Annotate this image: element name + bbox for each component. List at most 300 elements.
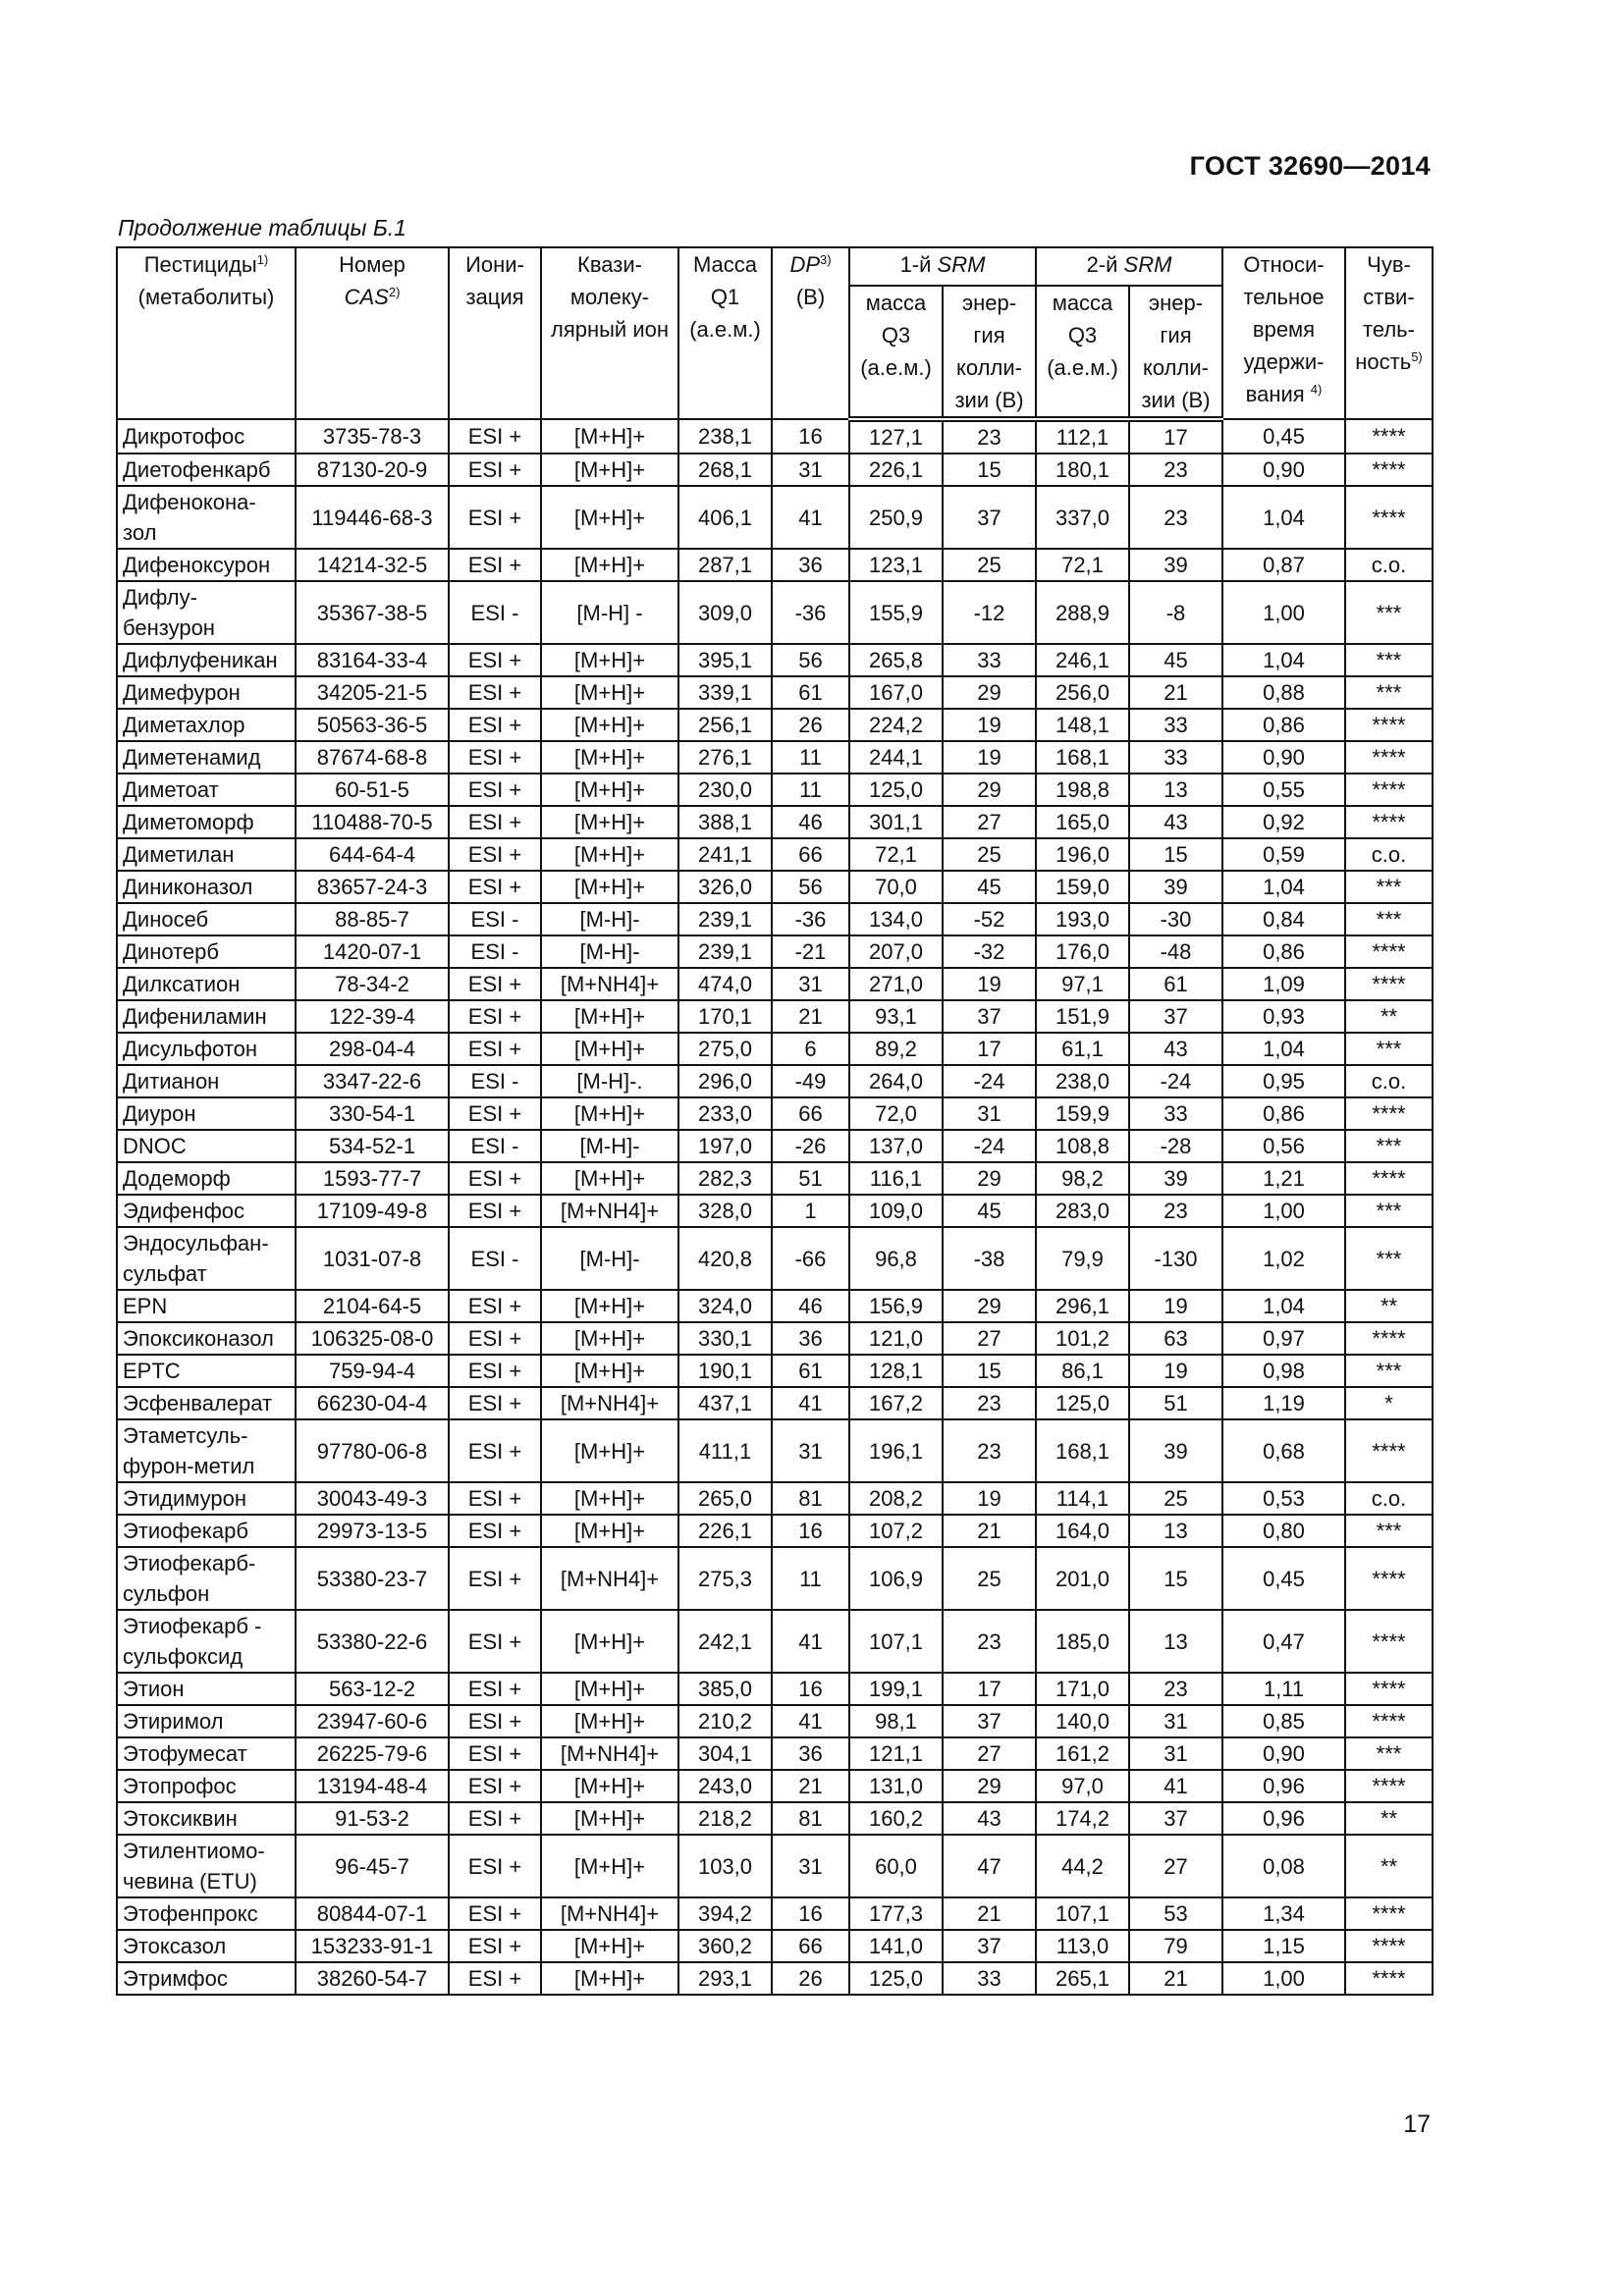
cell-srm1-energy: 29 bbox=[943, 774, 1036, 806]
cell-srm1-mass-q3: 123,1 bbox=[849, 549, 943, 581]
cell-srm2-mass-q3: 159,9 bbox=[1036, 1097, 1129, 1130]
cell-cas: 106325-08-0 bbox=[296, 1322, 449, 1355]
cell-cas: 29973-13-5 bbox=[296, 1515, 449, 1547]
cell-mass-q1: 197,0 bbox=[678, 1130, 772, 1162]
cell-srm1-mass-q3: 224,2 bbox=[849, 709, 943, 741]
cell-quasi-ion: [M+H]+ bbox=[541, 838, 678, 871]
cell-srm2-mass-q3: 165,0 bbox=[1036, 806, 1129, 838]
cell-mass-q1: 326,0 bbox=[678, 871, 772, 903]
cell-cas: 60-51-5 bbox=[296, 774, 449, 806]
cell-srm2-mass-q3: 180,1 bbox=[1036, 454, 1129, 486]
table-row bbox=[117, 1610, 1433, 1673]
cell-retention-time: 0,45 bbox=[1222, 1547, 1345, 1610]
cell-srm2-energy: 33 bbox=[1129, 709, 1222, 741]
cell-cas: 563-12-2 bbox=[296, 1673, 449, 1705]
cell-retention-time: 0,96 bbox=[1222, 1770, 1345, 1802]
cell-retention-time: 0,95 bbox=[1222, 1065, 1345, 1097]
cell-quasi-ion: [M-H]- bbox=[541, 1130, 678, 1162]
cell-dp: 41 bbox=[772, 1610, 849, 1673]
cell-srm1-mass-q3: 265,8 bbox=[849, 644, 943, 676]
cell-srm2-mass-q3: 168,1 bbox=[1036, 741, 1129, 774]
cell-dp: 21 bbox=[772, 1770, 849, 1802]
cell-srm2-mass-q3: 185,0 bbox=[1036, 1610, 1129, 1673]
cell-sensitivity: **** bbox=[1345, 806, 1433, 838]
cell-ionization: ESI + bbox=[449, 1322, 541, 1355]
cell-srm1-mass-q3: 72,0 bbox=[849, 1097, 943, 1130]
cell-mass-q1: 103,0 bbox=[678, 1835, 772, 1897]
header-srm1: 1-й SRM bbox=[849, 247, 1036, 286]
cell-cas: 91-53-2 bbox=[296, 1802, 449, 1835]
cell-ionization: ESI - bbox=[449, 1130, 541, 1162]
cell-quasi-ion: [M+H]+ bbox=[541, 1962, 678, 1995]
cell-dp: 16 bbox=[772, 419, 849, 454]
table-row bbox=[117, 454, 1433, 486]
cell-ionization: ESI + bbox=[449, 1387, 541, 1419]
cell-srm2-mass-q3: 148,1 bbox=[1036, 709, 1129, 741]
cell-srm2-energy: 53 bbox=[1129, 1897, 1222, 1930]
table-row bbox=[117, 968, 1433, 1000]
cell-retention-time: 1,04 bbox=[1222, 1290, 1345, 1322]
cell-ionization: ESI + bbox=[449, 968, 541, 1000]
cell-srm1-energy: 19 bbox=[943, 709, 1036, 741]
cell-srm2-mass-q3: 101,2 bbox=[1036, 1322, 1129, 1355]
cell-srm2-mass-q3: 246,1 bbox=[1036, 644, 1129, 676]
cell-cas: 298-04-4 bbox=[296, 1033, 449, 1065]
cell-srm1-energy: 19 bbox=[943, 968, 1036, 1000]
cell-mass-q1: 239,1 bbox=[678, 903, 772, 935]
cell-srm1-mass-q3: 107,1 bbox=[849, 1610, 943, 1673]
cell-ionization: ESI + bbox=[449, 1673, 541, 1705]
cell-srm1-energy: 37 bbox=[943, 486, 1036, 549]
cell-srm2-mass-q3: 265,1 bbox=[1036, 1962, 1129, 1995]
cell-quasi-ion: [M+H]+ bbox=[541, 806, 678, 838]
cell-srm1-energy: 17 bbox=[943, 1033, 1036, 1065]
cell-srm1-energy: 19 bbox=[943, 1482, 1036, 1515]
cell-srm2-energy: 61 bbox=[1129, 968, 1222, 1000]
cell-quasi-ion: [M+H]+ bbox=[541, 1673, 678, 1705]
cell-quasi-ion: [M+NH4]+ bbox=[541, 1387, 678, 1419]
cell-quasi-ion: [M+H]+ bbox=[541, 419, 678, 454]
cell-srm2-energy: 21 bbox=[1129, 1962, 1222, 1995]
cell-dp: -36 bbox=[772, 903, 849, 935]
header-srm2-mass-q3: масса Q3 (а.е.м.) bbox=[1036, 286, 1129, 419]
cell-srm1-energy: 25 bbox=[943, 1547, 1036, 1610]
cell-cas: 87130-20-9 bbox=[296, 454, 449, 486]
table-row bbox=[117, 644, 1433, 676]
table-caption: Продолжение таблицы Б.1 bbox=[118, 215, 406, 240]
cell-dp: 26 bbox=[772, 709, 849, 741]
cell-srm2-mass-q3: 61,1 bbox=[1036, 1033, 1129, 1065]
cell-srm2-mass-q3: 296,1 bbox=[1036, 1290, 1129, 1322]
cell-pesticide-name: Этион bbox=[117, 1673, 296, 1705]
cell-ionization: ESI + bbox=[449, 1705, 541, 1737]
cell-sensitivity: **** bbox=[1345, 1897, 1433, 1930]
cell-mass-q1: 420,8 bbox=[678, 1227, 772, 1290]
cell-cas: 110488-70-5 bbox=[296, 806, 449, 838]
cell-sensitivity: **** bbox=[1345, 1770, 1433, 1802]
table-row bbox=[117, 806, 1433, 838]
cell-mass-q1: 275,3 bbox=[678, 1547, 772, 1610]
cell-pesticide-name: Эдифенфос bbox=[117, 1195, 296, 1227]
cell-srm2-mass-q3: 201,0 bbox=[1036, 1547, 1129, 1610]
cell-srm1-energy: 45 bbox=[943, 871, 1036, 903]
cell-srm2-mass-q3: 171,0 bbox=[1036, 1673, 1129, 1705]
cell-retention-time: 0,90 bbox=[1222, 1737, 1345, 1770]
cell-dp: 11 bbox=[772, 1547, 849, 1610]
cell-srm1-energy: 21 bbox=[943, 1515, 1036, 1547]
header-srm1-mass-q3: масса Q3 (а.е.м.) bbox=[849, 286, 943, 419]
cell-dp: 16 bbox=[772, 1515, 849, 1547]
cell-sensitivity: *** bbox=[1345, 581, 1433, 644]
cell-mass-q1: 239,1 bbox=[678, 935, 772, 968]
cell-dp: -26 bbox=[772, 1130, 849, 1162]
cell-mass-q1: 324,0 bbox=[678, 1290, 772, 1322]
cell-srm2-mass-q3: 337,0 bbox=[1036, 486, 1129, 549]
cell-srm2-mass-q3: 107,1 bbox=[1036, 1897, 1129, 1930]
cell-sensitivity: ** bbox=[1345, 1000, 1433, 1033]
cell-sensitivity: *** bbox=[1345, 1227, 1433, 1290]
table-row bbox=[117, 486, 1433, 549]
cell-sensitivity: *** bbox=[1345, 1355, 1433, 1387]
cell-srm2-energy: 39 bbox=[1129, 549, 1222, 581]
cell-pesticide-name: Этиофекарб bbox=[117, 1515, 296, 1547]
cell-cas: 96-45-7 bbox=[296, 1835, 449, 1897]
cell-retention-time: 0,08 bbox=[1222, 1835, 1345, 1897]
cell-mass-q1: 242,1 bbox=[678, 1610, 772, 1673]
cell-mass-q1: 282,3 bbox=[678, 1162, 772, 1195]
cell-srm1-energy: 43 bbox=[943, 1802, 1036, 1835]
cell-ionization: ESI + bbox=[449, 871, 541, 903]
cell-quasi-ion: [M+H]+ bbox=[541, 644, 678, 676]
cell-quasi-ion: [M+H]+ bbox=[541, 549, 678, 581]
cell-sensitivity: *** bbox=[1345, 1033, 1433, 1065]
cell-cas: 26225-79-6 bbox=[296, 1737, 449, 1770]
cell-ionization: ESI + bbox=[449, 486, 541, 549]
cell-ionization: ESI - bbox=[449, 1227, 541, 1290]
cell-cas: 644-64-4 bbox=[296, 838, 449, 871]
cell-quasi-ion: [M+H]+ bbox=[541, 1033, 678, 1065]
cell-srm1-mass-q3: 121,1 bbox=[849, 1737, 943, 1770]
cell-dp: 36 bbox=[772, 1322, 849, 1355]
cell-mass-q1: 360,2 bbox=[678, 1930, 772, 1962]
cell-retention-time: 0,87 bbox=[1222, 549, 1345, 581]
cell-sensitivity: *** bbox=[1345, 1195, 1433, 1227]
cell-mass-q1: 210,2 bbox=[678, 1705, 772, 1737]
cell-cas: 53380-22-6 bbox=[296, 1610, 449, 1673]
table-row bbox=[117, 1737, 1433, 1770]
cell-srm2-energy: 13 bbox=[1129, 774, 1222, 806]
cell-pesticide-name: Диметоат bbox=[117, 774, 296, 806]
cell-retention-time: 0,80 bbox=[1222, 1515, 1345, 1547]
cell-srm2-energy: 13 bbox=[1129, 1610, 1222, 1673]
cell-srm1-mass-q3: 93,1 bbox=[849, 1000, 943, 1033]
cell-srm2-mass-q3: 256,0 bbox=[1036, 676, 1129, 709]
cell-quasi-ion: [M+H]+ bbox=[541, 1162, 678, 1195]
cell-srm2-energy: 27 bbox=[1129, 1835, 1222, 1897]
cell-retention-time: 0,86 bbox=[1222, 935, 1345, 968]
cell-ionization: ESI + bbox=[449, 1419, 541, 1482]
cell-srm1-mass-q3: 226,1 bbox=[849, 454, 943, 486]
cell-pesticide-name: Этофенпрокс bbox=[117, 1897, 296, 1930]
cell-quasi-ion: [M+NH4]+ bbox=[541, 968, 678, 1000]
cell-dp: 21 bbox=[772, 1000, 849, 1033]
cell-quasi-ion: [M+H]+ bbox=[541, 1097, 678, 1130]
cell-cas: 17109-49-8 bbox=[296, 1195, 449, 1227]
cell-srm2-energy: -48 bbox=[1129, 935, 1222, 968]
cell-srm2-energy: 41 bbox=[1129, 1770, 1222, 1802]
cell-quasi-ion: [M+NH4]+ bbox=[541, 1897, 678, 1930]
cell-srm1-energy: 27 bbox=[943, 1322, 1036, 1355]
cell-sensitivity: **** bbox=[1345, 1547, 1433, 1610]
cell-sensitivity: с.о. bbox=[1345, 1065, 1433, 1097]
cell-srm1-mass-q3: 196,1 bbox=[849, 1419, 943, 1482]
table-row bbox=[117, 1770, 1433, 1802]
cell-sensitivity: **** bbox=[1345, 1322, 1433, 1355]
cell-quasi-ion: [M+H]+ bbox=[541, 676, 678, 709]
cell-cas: 78-34-2 bbox=[296, 968, 449, 1000]
cell-srm1-mass-q3: 167,0 bbox=[849, 676, 943, 709]
cell-cas: 2104-64-5 bbox=[296, 1290, 449, 1322]
cell-quasi-ion: [M+H]+ bbox=[541, 1835, 678, 1897]
cell-dp: -36 bbox=[772, 581, 849, 644]
table-row bbox=[117, 1290, 1433, 1322]
cell-srm2-energy: 17 bbox=[1129, 419, 1222, 454]
cell-srm2-energy: 15 bbox=[1129, 838, 1222, 871]
table-body bbox=[117, 419, 1433, 1995]
cell-quasi-ion: [M-H]- bbox=[541, 903, 678, 935]
cell-srm2-mass-q3: 108,8 bbox=[1036, 1130, 1129, 1162]
cell-srm1-energy: 23 bbox=[943, 1387, 1036, 1419]
cell-mass-q1: 170,1 bbox=[678, 1000, 772, 1033]
cell-pesticide-name: Диурон bbox=[117, 1097, 296, 1130]
table-row bbox=[117, 1387, 1433, 1419]
cell-cas: 122-39-4 bbox=[296, 1000, 449, 1033]
cell-ionization: ESI + bbox=[449, 838, 541, 871]
cell-pesticide-name: Дифениламин bbox=[117, 1000, 296, 1033]
cell-srm2-energy: -130 bbox=[1129, 1227, 1222, 1290]
cell-mass-q1: 226,1 bbox=[678, 1515, 772, 1547]
cell-sensitivity: *** bbox=[1345, 644, 1433, 676]
cell-dp: 81 bbox=[772, 1802, 849, 1835]
cell-srm2-mass-q3: 288,9 bbox=[1036, 581, 1129, 644]
cell-cas: 66230-04-4 bbox=[296, 1387, 449, 1419]
cell-quasi-ion: [M+H]+ bbox=[541, 741, 678, 774]
cell-sensitivity: **** bbox=[1345, 968, 1433, 1000]
cell-quasi-ion: [M+H]+ bbox=[541, 774, 678, 806]
header-mass-q1: Масса Q1 (а.е.м.) bbox=[678, 247, 772, 419]
cell-ionization: ESI + bbox=[449, 1930, 541, 1962]
cell-cas: 153233-91-1 bbox=[296, 1930, 449, 1962]
cell-mass-q1: 304,1 bbox=[678, 1737, 772, 1770]
cell-cas: 88-85-7 bbox=[296, 903, 449, 935]
cell-srm2-mass-q3: 168,1 bbox=[1036, 1419, 1129, 1482]
cell-pesticide-name: Этиофекарб - сульфоксид bbox=[117, 1610, 296, 1673]
cell-srm1-mass-q3: 134,0 bbox=[849, 903, 943, 935]
cell-mass-q1: 394,2 bbox=[678, 1897, 772, 1930]
cell-mass-q1: 328,0 bbox=[678, 1195, 772, 1227]
cell-ionization: ESI - bbox=[449, 581, 541, 644]
cell-srm2-mass-q3: 113,0 bbox=[1036, 1930, 1129, 1962]
cell-pesticide-name: Эндосульфан- сульфат bbox=[117, 1227, 296, 1290]
cell-quasi-ion: [M+H]+ bbox=[541, 1705, 678, 1737]
cell-srm1-mass-q3: 155,9 bbox=[849, 581, 943, 644]
cell-retention-time: 0,84 bbox=[1222, 903, 1345, 935]
cell-srm2-energy: -8 bbox=[1129, 581, 1222, 644]
cell-mass-q1: 309,0 bbox=[678, 581, 772, 644]
cell-dp: 31 bbox=[772, 454, 849, 486]
cell-retention-time: 0,98 bbox=[1222, 1355, 1345, 1387]
cell-srm2-energy: 23 bbox=[1129, 454, 1222, 486]
cell-ionization: ESI + bbox=[449, 1355, 541, 1387]
cell-quasi-ion: [M+H]+ bbox=[541, 1419, 678, 1482]
cell-pesticide-name: Дифеноксурон bbox=[117, 549, 296, 581]
cell-cas: 53380-23-7 bbox=[296, 1547, 449, 1610]
cell-ionization: ESI + bbox=[449, 1290, 541, 1322]
cell-srm1-energy: -24 bbox=[943, 1130, 1036, 1162]
cell-dp: 11 bbox=[772, 774, 849, 806]
cell-dp: 11 bbox=[772, 741, 849, 774]
cell-ionization: ESI + bbox=[449, 1897, 541, 1930]
cell-srm2-energy: 23 bbox=[1129, 1195, 1222, 1227]
cell-quasi-ion: [M+NH4]+ bbox=[541, 1547, 678, 1610]
cell-srm2-energy: 21 bbox=[1129, 676, 1222, 709]
cell-srm2-energy: 45 bbox=[1129, 644, 1222, 676]
cell-cas: 1031-07-8 bbox=[296, 1227, 449, 1290]
cell-quasi-ion: [M-H] - bbox=[541, 581, 678, 644]
cell-pesticide-name: Дифлуфеникан bbox=[117, 644, 296, 676]
cell-srm1-mass-q3: 244,1 bbox=[849, 741, 943, 774]
table-row bbox=[117, 1705, 1433, 1737]
cell-srm1-energy: 37 bbox=[943, 1000, 1036, 1033]
cell-quasi-ion: [M+H]+ bbox=[541, 1355, 678, 1387]
cell-srm2-energy: 13 bbox=[1129, 1515, 1222, 1547]
cell-srm1-mass-q3: 160,2 bbox=[849, 1802, 943, 1835]
cell-retention-time: 0,97 bbox=[1222, 1322, 1345, 1355]
cell-srm2-energy: 25 bbox=[1129, 1482, 1222, 1515]
cell-dp: 36 bbox=[772, 549, 849, 581]
cell-dp: 66 bbox=[772, 1097, 849, 1130]
cell-pesticide-name: DNOC bbox=[117, 1130, 296, 1162]
table-row bbox=[117, 935, 1433, 968]
cell-srm2-energy: 33 bbox=[1129, 1097, 1222, 1130]
cell-srm2-energy: 31 bbox=[1129, 1737, 1222, 1770]
cell-ionization: ESI + bbox=[449, 1195, 541, 1227]
cell-mass-q1: 388,1 bbox=[678, 806, 772, 838]
cell-ionization: ESI + bbox=[449, 549, 541, 581]
table-row bbox=[117, 871, 1433, 903]
cell-mass-q1: 238,1 bbox=[678, 419, 772, 454]
cell-dp: 46 bbox=[772, 1290, 849, 1322]
header-srm2-energy: энер-гия колли-зии (B) bbox=[1129, 286, 1222, 419]
cell-mass-q1: 287,1 bbox=[678, 549, 772, 581]
cell-dp: -66 bbox=[772, 1227, 849, 1290]
cell-quasi-ion: [M+H]+ bbox=[541, 871, 678, 903]
cell-retention-time: 0,55 bbox=[1222, 774, 1345, 806]
cell-mass-q1: 190,1 bbox=[678, 1355, 772, 1387]
cell-ionization: ESI + bbox=[449, 1097, 541, 1130]
cell-dp: 36 bbox=[772, 1737, 849, 1770]
cell-retention-time: 0,56 bbox=[1222, 1130, 1345, 1162]
cell-srm2-energy: 37 bbox=[1129, 1802, 1222, 1835]
cell-mass-q1: 275,0 bbox=[678, 1033, 772, 1065]
cell-ionization: ESI - bbox=[449, 903, 541, 935]
cell-pesticide-name: Дикротофос bbox=[117, 419, 296, 454]
cell-srm1-energy: 29 bbox=[943, 676, 1036, 709]
table-row bbox=[117, 1930, 1433, 1962]
table-row bbox=[117, 1515, 1433, 1547]
cell-retention-time: 0,47 bbox=[1222, 1610, 1345, 1673]
header-dp: DP$^{3)}$ (B) bbox=[772, 247, 849, 419]
cell-retention-time: 0,93 bbox=[1222, 1000, 1345, 1033]
cell-srm1-energy: 33 bbox=[943, 644, 1036, 676]
cell-srm2-mass-q3: 238,0 bbox=[1036, 1065, 1129, 1097]
cell-quasi-ion: [M+H]+ bbox=[541, 1322, 678, 1355]
header-sensitivity: Чув-стви-тель-ность$^{5)}$ bbox=[1345, 247, 1433, 419]
cell-srm2-energy: 31 bbox=[1129, 1705, 1222, 1737]
cell-mass-q1: 437,1 bbox=[678, 1387, 772, 1419]
cell-cas: 1593-77-7 bbox=[296, 1162, 449, 1195]
cell-srm2-mass-q3: 159,0 bbox=[1036, 871, 1129, 903]
cell-pesticide-name: Дифенокона- зол bbox=[117, 486, 296, 549]
cell-dp: 31 bbox=[772, 968, 849, 1000]
cell-srm2-energy: 63 bbox=[1129, 1322, 1222, 1355]
cell-mass-q1: 276,1 bbox=[678, 741, 772, 774]
cell-srm1-energy: 21 bbox=[943, 1897, 1036, 1930]
cell-ionization: ESI + bbox=[449, 709, 541, 741]
cell-dp: 61 bbox=[772, 1355, 849, 1387]
cell-srm2-mass-q3: 176,0 bbox=[1036, 935, 1129, 968]
cell-srm1-energy: -12 bbox=[943, 581, 1036, 644]
cell-srm2-energy: -24 bbox=[1129, 1065, 1222, 1097]
cell-srm2-mass-q3: 79,9 bbox=[1036, 1227, 1129, 1290]
cell-pesticide-name: Этидимурон bbox=[117, 1482, 296, 1515]
cell-retention-time: 0,90 bbox=[1222, 741, 1345, 774]
cell-srm2-energy: 43 bbox=[1129, 1033, 1222, 1065]
cell-srm1-mass-q3: 96,8 bbox=[849, 1227, 943, 1290]
cell-dp: 66 bbox=[772, 1930, 849, 1962]
cell-ionization: ESI + bbox=[449, 1610, 541, 1673]
cell-cas: 80844-07-1 bbox=[296, 1897, 449, 1930]
cell-quasi-ion: [M+H]+ bbox=[541, 1930, 678, 1962]
cell-pesticide-name: Диниконазол bbox=[117, 871, 296, 903]
cell-sensitivity: *** bbox=[1345, 1737, 1433, 1770]
cell-cas: 83657-24-3 bbox=[296, 871, 449, 903]
cell-ionization: ESI + bbox=[449, 1737, 541, 1770]
cell-retention-time: 0,88 bbox=[1222, 676, 1345, 709]
cell-srm2-energy: 39 bbox=[1129, 1162, 1222, 1195]
cell-ionization: ESI + bbox=[449, 1547, 541, 1610]
cell-sensitivity: **** bbox=[1345, 1097, 1433, 1130]
cell-retention-time: 1,15 bbox=[1222, 1930, 1345, 1962]
cell-srm1-mass-q3: 137,0 bbox=[849, 1130, 943, 1162]
cell-srm2-mass-q3: 72,1 bbox=[1036, 549, 1129, 581]
table-row bbox=[117, 1547, 1433, 1610]
cell-sensitivity: с.о. bbox=[1345, 838, 1433, 871]
cell-cas: 50563-36-5 bbox=[296, 709, 449, 741]
cell-cas: 35367-38-5 bbox=[296, 581, 449, 644]
table-row bbox=[117, 1482, 1433, 1515]
table-row bbox=[117, 774, 1433, 806]
cell-dp: -49 bbox=[772, 1065, 849, 1097]
cell-retention-time: 1,04 bbox=[1222, 644, 1345, 676]
cell-srm1-energy: -38 bbox=[943, 1227, 1036, 1290]
cell-dp: 31 bbox=[772, 1835, 849, 1897]
cell-sensitivity: **** bbox=[1345, 1930, 1433, 1962]
cell-srm1-mass-q3: 131,0 bbox=[849, 1770, 943, 1802]
cell-srm2-energy: 15 bbox=[1129, 1547, 1222, 1610]
cell-srm1-mass-q3: 60,0 bbox=[849, 1835, 943, 1897]
cell-srm1-energy: 23 bbox=[943, 1610, 1036, 1673]
